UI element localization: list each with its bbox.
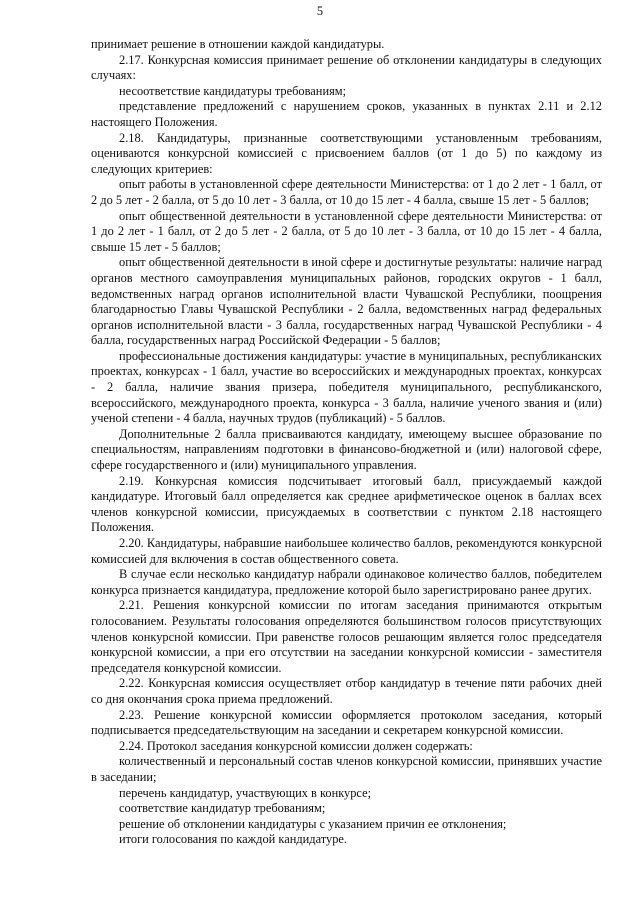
paragraph: опыт работы в установленной сфере деятельности Министерства: от 1 до 2 лет - 1 балл, от 2 до 5 лет - 2 балла, от 5 до 10 лет - 3 балла, от 10 до 15 лет - 4 балла, свыше 15 лет - 5 баллов; <box>91 177 602 207</box>
paragraph: несоответствие кандидатуры требованиям; <box>119 83 347 98</box>
paragraph: количественный и персональный состав членов конкурсной комиссии, принявших участие в заседании; <box>91 754 602 784</box>
document-body <box>91 37 602 848</box>
paragraph: опыт общественной деятельности в установленной сфере деятельности Министерства: от 1 до 2 лет - 1 балл, от 2 до 5 лет - 2 балла, от 5 до 10 лет - 3 балла, от 10 до 15 лет - 4 балла, свыше 15 лет - 5 баллов; <box>91 208 602 254</box>
paragraph: итоги голосования по каждой кандидатуре. <box>119 832 347 847</box>
page-number: 5 <box>316 4 324 18</box>
paragraph: Дополнительные 2 балла присваиваются кандидату, имеющему высшее образование по специальностям, направлениям подготовки в финансово-бюджетной и (или) налоговой сфере, сфере государственного и (или) муниципального управления. <box>91 426 602 473</box>
paragraph: 2.17. Конкурсная комиссия принимает решение об отклонении кандидатуры в следующих случаях: <box>91 52 602 83</box>
paragraph: принимает решение в отношении каждой кандидатуры. <box>91 37 385 51</box>
paragraph: представление предложений с нарушением сроков, указанных в пунктах 2.11 и 2.12 настоящего Положения. <box>91 99 602 129</box>
paragraph: 2.20. Кандидатуры, набравшие наибольшее количество баллов, рекомендуются конкурсной комиссией для включения в состав общественного совета. <box>91 536 602 566</box>
paragraph: 2.18. Кандидатуры, признанные соответствующими установленным требованиям, оцениваются конкурсной комиссией с присвоением баллов (от 1 до 5) по каждому из следующих критериев: <box>91 130 602 176</box>
paragraph: 2.19. Конкурсная комиссия подсчитывает итоговый балл, присуждаемый каждой кандидатуре. Итоговый балл определяется как среднее арифметическое оценок в баллах всех членов конкурсной комиссии, присуждаемых в соответствии с пунктом 2.18 настоящего Положения. <box>91 473 602 535</box>
paragraph: В случае если несколько кандидатур набрали одинаковое количество баллов, победителем конкурса признается кандидатура, предложение которой было зарегистрировано ранее других. <box>91 567 602 597</box>
paragraph: решение об отклонении кандидатуры с указанием причин ее отклонения; <box>119 816 507 831</box>
paragraph: профессиональные достижения кандидатуры: участие в муниципальных, республиканских проектах, конкурсах - 1 балл, участие во всероссийских и международных проектах, конкурсах - 2 балла, наличие звания призера, победителя муниципального, республиканского, всероссийского, международного проекта, конкурса - 3 балла, наличие ученого звания и (или) ученой степени - 4 балла, научных трудов (публикаций) - 5 баллов. <box>91 348 602 426</box>
paragraph: 2.22. Конкурсная комиссия осуществляет отбор кандидатур в течение пяти рабочих дней со дня окончания срока приема предложений. <box>91 676 602 706</box>
paragraph: соответствие кандидатур требованиям; <box>119 801 326 816</box>
paragraph: 2.23. Решение конкурсной комиссии оформляется протоколом заседания, который подписывается председательствующим на заседании и секретарем конкурсной комиссии. <box>91 707 602 738</box>
paragraph: 2.24. Протокол заседания конкурсной комиссии должен содержать: <box>119 738 473 753</box>
paragraph: 2.21. Решения конкурсной комиссии по итогам заседания принимаются открытым голосованием. Результаты голосования определяются большинством голосов присутствующих членов конкурсной комиссии. При равенстве голосов решающим является голос председателя конкурсной комиссии, а при его отсутствии на заседании конкурсной комиссии - заместителя председателя конкурсной комиссии. <box>91 598 602 675</box>
paragraph: перечень кандидатур, участвующих в конкурсе; <box>119 785 372 800</box>
paragraph: опыт общественной деятельности в иной сфере и достигнутые результаты: наличие наград органов местного самоуправления муниципальных районов, городских округов - 1 балл, ведомственных наград органов исполнительной власти Чувашской Республики, поощрения благодарностью Главы Чувашской Республики - 2 балла, ведомственных наград федеральных органов исполнительной власти - 3 балла, государственных наград Чувашской Республики - 4 балла, государственных наград Российской Федерации - 5 баллов; <box>91 255 602 348</box>
